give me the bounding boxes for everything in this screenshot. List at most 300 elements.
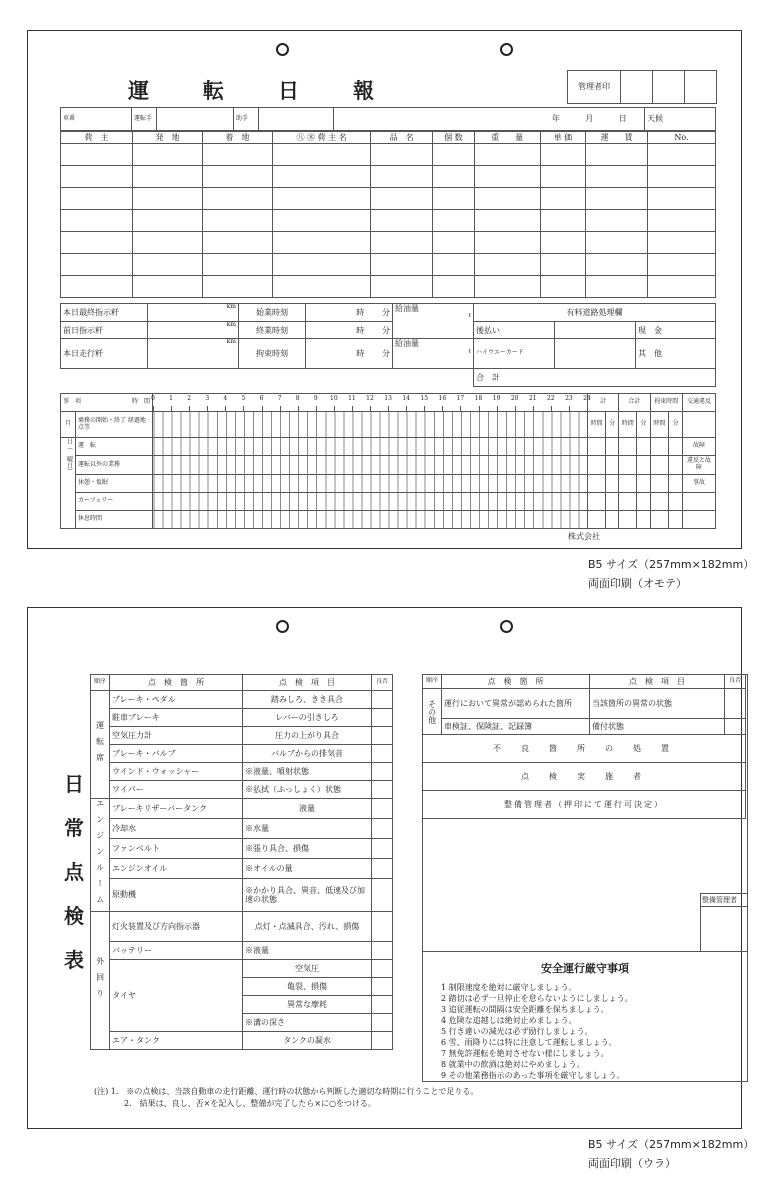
hour-tick [515, 406, 516, 411]
hour-tick-label: 19 [492, 394, 501, 402]
cargo-cell[interactable] [371, 276, 433, 298]
km-unit: km [148, 304, 239, 322]
hour-tick [280, 406, 281, 411]
timechart-sum-cell[interactable] [588, 474, 606, 492]
inspection-place: 原動機 [110, 878, 243, 911]
back-title-char: 日 [64, 772, 84, 796]
timechart-sum-cell[interactable] [637, 456, 650, 474]
inspection-item: ※液量、噴射状態 [243, 763, 372, 781]
timechart-sum-cell[interactable] [588, 510, 606, 528]
timechart-sum-cell[interactable] [588, 438, 606, 456]
cargo-cell[interactable] [61, 166, 133, 188]
inspection-place: エア・タンク [110, 1032, 243, 1050]
inspection-item: レバーの引きしろ [243, 709, 372, 727]
hour-tick [388, 406, 389, 411]
right-panel [422, 674, 748, 1082]
inspection-result[interactable] [372, 996, 393, 1014]
hour-tick [352, 406, 353, 411]
safety-item: 5 行き違いの減光は必ず励行しましょう。 [441, 1027, 593, 1036]
inspection-row [91, 878, 393, 911]
other-label: 其 他 [636, 339, 716, 369]
cargo-cell[interactable] [132, 210, 202, 232]
hour-tick-label: 5 [241, 394, 246, 402]
result-header: 良否 [725, 675, 746, 689]
cargo-cell[interactable] [648, 276, 716, 298]
vehicle-no-label: 車番 [61, 108, 132, 131]
cargo-cell[interactable] [648, 254, 716, 276]
inspection-place: 駐車ブレーキ [110, 709, 243, 727]
timechart-sum-cell[interactable] [606, 492, 619, 510]
hour-tick-label: 0 [151, 394, 155, 402]
other-result-1[interactable] [725, 689, 746, 719]
cargo-cell[interactable] [648, 144, 716, 166]
inspection-place: ブレーキ・ペダル [110, 691, 243, 709]
cargo-cell[interactable] [202, 210, 272, 232]
inspection-result[interactable] [372, 691, 393, 709]
hour-tick-label: 20 [510, 394, 519, 402]
other-result-2[interactable] [725, 719, 746, 735]
cargo-cell[interactable] [272, 276, 370, 298]
cargo-col-header: ㊇ ㊍ 荷 主 名 [272, 132, 370, 144]
inspection-row [91, 1032, 393, 1050]
cargo-cell[interactable] [371, 210, 433, 232]
manager-stamp-box [567, 70, 717, 104]
cargo-cell[interactable] [202, 254, 272, 276]
cargo-cell[interactable] [371, 144, 433, 166]
hour-tick [551, 406, 552, 411]
hour-tick-label: 21 [528, 394, 537, 402]
timechart-sum-cell[interactable]: 時間 [650, 412, 669, 438]
timechart-sum-cell[interactable] [650, 492, 669, 510]
hour-unit: 時 [356, 325, 365, 335]
timechart-row-label: 休憩・仮眠 [76, 474, 153, 492]
inspection-item: 圧力の上がり具合 [243, 727, 372, 745]
timechart-sum-cell[interactable] [619, 510, 637, 528]
back-sheet [27, 607, 742, 1129]
timechart-row [61, 510, 716, 528]
inspection-item: バルブからの排気音 [243, 745, 372, 763]
start-time-label: 始業時刻 [239, 304, 306, 322]
front-title: 運 転 日 報 [128, 78, 378, 103]
timechart-row [61, 492, 716, 510]
inspection-result[interactable] [372, 942, 393, 960]
violation-cell: 事故 [683, 474, 716, 492]
inspection-item: ※払拭（ふっしょく）状態 [243, 781, 372, 799]
safety-item: 9 その他業務指示のあった事項を厳守しましょう。 [441, 1071, 625, 1080]
timechart-sum-cell[interactable]: 時間 [588, 412, 606, 438]
inspection-row [91, 781, 393, 799]
maint-mgr-box [700, 893, 747, 952]
cargo-cell[interactable] [371, 188, 433, 210]
hour-tick-label: 15 [420, 394, 429, 402]
cargo-cell[interactable] [586, 166, 648, 188]
cargo-cell[interactable] [202, 232, 272, 254]
timechart-sum-cell[interactable] [606, 438, 619, 456]
punch-hole-left [276, 43, 289, 56]
cargo-cell[interactable] [61, 254, 133, 276]
timechart-grid[interactable] [153, 510, 588, 528]
cargo-cell[interactable] [433, 254, 475, 276]
hour-tick [153, 406, 154, 411]
hour-tick-label: 17 [456, 394, 465, 402]
timechart-sum-cell[interactable] [588, 456, 606, 474]
timechart-grid[interactable] [153, 492, 588, 510]
cargo-cell[interactable] [132, 254, 202, 276]
cargo-table [60, 131, 716, 298]
violation-cell [683, 412, 716, 438]
cargo-cell[interactable] [61, 144, 133, 166]
cargo-cell[interactable] [433, 232, 475, 254]
cargo-cell[interactable] [648, 210, 716, 232]
cargo-cell[interactable] [371, 232, 433, 254]
cargo-row [61, 144, 716, 166]
timechart-sum-cell[interactable] [669, 456, 683, 474]
assistant-label: 助手 [234, 108, 259, 131]
timechart-row-label: 休息時間 [76, 510, 153, 528]
cargo-cell[interactable] [202, 188, 272, 210]
end-time-label: 終業時刻 [239, 321, 306, 339]
fuel-label: 給油量 [395, 339, 419, 349]
timechart-sum-cell[interactable] [619, 474, 637, 492]
hour-tick-label: 22 [547, 394, 555, 402]
cargo-cell[interactable] [474, 144, 540, 166]
timechart-sum-cell[interactable] [606, 510, 619, 528]
cargo-cell[interactable] [272, 166, 370, 188]
cargo-cell[interactable] [586, 232, 648, 254]
violation-cell: 違反と故障 [683, 456, 716, 474]
inspection-header-cell: 順序 [91, 675, 110, 691]
inspection-result[interactable] [372, 709, 393, 727]
inspection-place: エンジンオイル [110, 858, 243, 878]
cargo-cell[interactable] [474, 276, 540, 298]
hour-tick [334, 406, 335, 411]
hour-tick-label: 3 [205, 394, 210, 402]
timechart-sum-cell[interactable] [637, 438, 650, 456]
inspection-item: ※水量 [243, 818, 372, 838]
cargo-cell[interactable] [61, 210, 133, 232]
inspection-result[interactable] [372, 912, 393, 942]
safety-item: 6 雪、雨降りには特に注意して運転しましょう。 [441, 1038, 617, 1047]
toll-total-label: 合 計 [474, 369, 716, 387]
inspection-result[interactable] [372, 763, 393, 781]
cargo-cell[interactable] [371, 254, 433, 276]
highway-card-label: ハイウエーカード [474, 339, 555, 369]
cargo-cell[interactable] [433, 188, 475, 210]
cargo-cell[interactable] [132, 188, 202, 210]
cargo-cell[interactable] [132, 166, 202, 188]
cargo-cell[interactable] [474, 188, 540, 210]
note-2: 2. 結果は、良し、否×を記入し、整備が完了したら×に○をつける。 [124, 1099, 377, 1108]
inspection-item: 亀裂、損傷 [243, 978, 372, 996]
cargo-cell[interactable] [272, 188, 370, 210]
inspection-row [91, 691, 393, 709]
cargo-cell[interactable] [202, 144, 272, 166]
note-1: (注) 1. ※の点検は、当該自動車の走行距離、運行時の状態から判断した適切な時期に行うことで足りる。 [94, 1087, 479, 1096]
cargo-cell[interactable] [433, 210, 475, 232]
timechart-sum-cell[interactable]: 分 [637, 412, 650, 438]
cargo-cell[interactable] [540, 188, 586, 210]
timechart-row [61, 438, 716, 456]
timechart-sum-cell[interactable] [650, 474, 669, 492]
defect-label: 不 良 箇 所 の 処 置 [423, 735, 746, 763]
safety-box [423, 951, 747, 1082]
timechart-sum-cell[interactable] [669, 474, 683, 492]
inspection-result[interactable] [372, 1014, 393, 1032]
hour-tick-label: 11 [348, 394, 356, 402]
timechart-row [61, 412, 716, 438]
timechart-row-label: カーフェリー [76, 492, 153, 510]
timechart-grid[interactable] [153, 456, 588, 474]
inspection-place: ブレーキリザーバータンク [110, 799, 243, 819]
cargo-cell[interactable] [272, 210, 370, 232]
hour-tick [316, 406, 317, 411]
timechart-sum-cell[interactable] [669, 438, 683, 456]
other-group-label: その他 [423, 689, 442, 735]
cargo-cell[interactable] [540, 254, 586, 276]
inspection-result[interactable] [372, 1032, 393, 1050]
timechart-sum-cell[interactable]: 時間 [619, 412, 637, 438]
inspection-result[interactable] [372, 818, 393, 838]
manager-stamp-label: 管理者印 [568, 71, 621, 104]
cargo-cell[interactable] [61, 188, 133, 210]
inspection-item: タンクの凝水 [243, 1032, 372, 1050]
distance-today-label: 本日走行粁 [61, 339, 148, 369]
inspection-row [91, 818, 393, 838]
year-label: 年 [551, 114, 560, 124]
cargo-cell[interactable] [433, 144, 475, 166]
cargo-cell[interactable] [132, 276, 202, 298]
inspection-result[interactable] [372, 781, 393, 799]
cargo-cell[interactable] [433, 276, 475, 298]
back-title [60, 768, 88, 988]
cargo-cell[interactable] [132, 144, 202, 166]
cargo-cell[interactable] [474, 210, 540, 232]
cargo-cell[interactable] [540, 144, 586, 166]
cargo-cell[interactable] [202, 276, 272, 298]
item-label: 事 項 [63, 398, 82, 406]
hour-tick-label: 4 [223, 394, 228, 402]
violation-1: 交通違反 [683, 394, 716, 412]
hour-tick [460, 406, 461, 411]
punch-hole-right [500, 43, 513, 56]
sum-label: 計 [588, 394, 619, 412]
cargo-cell[interactable] [648, 232, 716, 254]
km-unit: km [148, 321, 239, 339]
hour-tick-label: 7 [277, 394, 282, 402]
timechart-sum-cell[interactable] [619, 456, 637, 474]
timechart-sum-cell[interactable] [650, 456, 669, 474]
hour-tick [262, 406, 263, 411]
inspection-row [91, 709, 393, 727]
cargo-row [61, 276, 716, 298]
hour-tick [298, 406, 299, 411]
inspection-row [91, 960, 393, 978]
timechart-table [60, 393, 716, 529]
cargo-cell[interactable] [540, 166, 586, 188]
safety-item: 3 追従運転の間隔は安全距離を保ちましょう。 [441, 1005, 609, 1014]
timechart-row-label: 運 転 [76, 438, 153, 456]
inspection-item: 点灯・点滅具合、汚れ、損傷 [243, 912, 372, 942]
company-label: 株式会社 [568, 532, 600, 541]
inspection-result[interactable] [372, 978, 393, 996]
timechart-sum-cell[interactable] [669, 510, 683, 528]
hour-tick-label: 18 [474, 394, 483, 402]
inspector-label: 点 検 実 施 者 [423, 763, 746, 791]
cargo-cell[interactable] [371, 166, 433, 188]
inspection-result[interactable] [372, 799, 393, 819]
hour-tick-label: 1 [169, 394, 173, 402]
inspection-item: ※かかり具合、異音、低速及び加速の状態 [243, 878, 372, 911]
inspection-result[interactable] [372, 960, 393, 978]
hour-tick [497, 406, 498, 411]
hour-tick-label: 8 [295, 394, 300, 402]
punch-hole-right [500, 620, 513, 633]
liter-unit: ℓ [468, 347, 471, 355]
cargo-cell[interactable] [586, 188, 648, 210]
toll-title: 有料道路処理欄 [474, 304, 716, 322]
timechart-row [61, 474, 716, 492]
timechart-sum-cell[interactable] [588, 492, 606, 510]
inspection-result[interactable] [372, 858, 393, 878]
timechart-grid[interactable] [153, 412, 588, 438]
cargo-cell[interactable] [474, 166, 540, 188]
cargo-cell[interactable] [272, 254, 370, 276]
inspection-place: ウインド・ウォッシャー [110, 763, 243, 781]
timechart-sum-cell[interactable] [606, 474, 619, 492]
cargo-cell[interactable] [202, 166, 272, 188]
item-header: 点 検 項 目 [590, 675, 725, 689]
bind-hours-label: 拘束時間 [650, 394, 683, 412]
back-title-char: 常 [64, 816, 84, 840]
cargo-cell[interactable] [540, 232, 586, 254]
inspection-place: バッテリー [110, 942, 243, 960]
hour-unit: 時 [356, 307, 365, 317]
cargo-cell[interactable] [648, 166, 716, 188]
safety-item: 2 踏切は必ず一旦停止を怠らないようにしましょう。 [441, 994, 633, 1003]
timechart-sum-cell[interactable] [669, 492, 683, 510]
other-place-2: 車検証、保険証、記録簿 [442, 719, 590, 735]
hour-tick [370, 406, 371, 411]
inspection-result[interactable] [372, 878, 393, 911]
timechart-sum-cell[interactable] [619, 438, 637, 456]
maint-mgr-label: 整備管理者 [701, 894, 747, 907]
day-label: 日（ 曜日） [61, 438, 76, 529]
inspection-item: 異常な摩耗 [243, 996, 372, 1014]
punch-hole-left [276, 620, 289, 633]
inspection-place: 灯火装置及び方向指示器 [110, 912, 243, 942]
hour-unit: 時 [356, 349, 365, 359]
cargo-cell[interactable] [540, 276, 586, 298]
other-place-1: 運行において異常が認められた箇所 [442, 689, 590, 719]
inspection-group-label: 運転席 [91, 691, 110, 799]
hour-tick-label: 14 [402, 394, 410, 402]
hour-tick [479, 406, 480, 411]
fuel-label: 給油量 [395, 304, 419, 313]
cargo-col-header: 着 地 [202, 132, 272, 144]
month-label: 月 [61, 412, 76, 438]
inspection-row [91, 942, 393, 960]
weather-label: 天候 [645, 108, 716, 131]
cargo-cell[interactable] [61, 232, 133, 254]
maintenance-label: 整備管理者（押印にて運行可決定） [423, 791, 746, 819]
hour-tick-label: 23 [565, 394, 573, 402]
cargo-cell[interactable] [433, 166, 475, 188]
driver-label: 運転手 [132, 108, 157, 131]
inspection-row [91, 799, 393, 819]
back-print-caption: 両面印刷（ウラ） [588, 1157, 676, 1170]
inspection-item: 空気圧 [243, 960, 372, 978]
timechart-sum-cell[interactable] [650, 510, 669, 528]
inspection-header-cell: 点 検 項 目 [243, 675, 372, 691]
safety-item: 4 危険な追越しは絶対止めましょう。 [441, 1016, 577, 1025]
cargo-col-header: 発 地 [132, 132, 202, 144]
hour-tick [442, 406, 443, 411]
cargo-cell[interactable] [540, 210, 586, 232]
cargo-cell[interactable] [272, 232, 370, 254]
timechart-row-label: 乗務の開始・終了 経過地点等 [76, 412, 153, 438]
hour-tick [587, 406, 588, 411]
inspection-header-cell: 良否 [372, 675, 393, 691]
timechart-sum-cell[interactable] [637, 510, 650, 528]
inspection-item: ※オイルの量 [243, 858, 372, 878]
hour-tick-label: 2 [187, 394, 192, 402]
timechart-sum-cell[interactable] [619, 492, 637, 510]
inspection-result[interactable] [372, 838, 393, 858]
violation-cell [683, 510, 716, 528]
cargo-cell[interactable] [132, 232, 202, 254]
cargo-cell[interactable] [586, 144, 648, 166]
inspection-place: タイヤ [110, 960, 243, 1032]
final-today-label: 本日最終指示粁 [61, 304, 148, 322]
other-item-1: 当該箇所の異常の状態 [590, 689, 725, 719]
cargo-cell[interactable] [648, 188, 716, 210]
cargo-cell[interactable] [474, 254, 540, 276]
timechart-sum-cell[interactable] [650, 438, 669, 456]
timechart-grid[interactable] [153, 474, 588, 492]
time-label: 時 間 [131, 398, 150, 406]
front-print-caption: 両面印刷（オモテ） [588, 577, 687, 590]
cargo-col-header: 運 賃 [586, 132, 648, 144]
cargo-cell[interactable] [474, 232, 540, 254]
inspection-item: 液量 [243, 799, 372, 819]
timechart-sum-cell[interactable] [637, 474, 650, 492]
timechart-sum-cell[interactable] [606, 456, 619, 474]
cargo-cell[interactable] [586, 254, 648, 276]
inspection-group-label: エンジンルーム [91, 799, 110, 912]
inspection-result[interactable] [372, 727, 393, 745]
inspection-row [91, 858, 393, 878]
inspection-row [91, 727, 393, 745]
cargo-cell[interactable] [586, 210, 648, 232]
hour-tick [424, 406, 425, 411]
cargo-cell[interactable] [61, 276, 133, 298]
other-table [422, 674, 746, 819]
hour-tick [569, 406, 570, 411]
cargo-row [61, 188, 716, 210]
timechart-grid[interactable] [153, 438, 588, 456]
cargo-cell[interactable] [272, 144, 370, 166]
timechart-sum-cell[interactable]: 分 [606, 412, 619, 438]
back-title-char: 表 [64, 948, 84, 972]
back-size-caption: B5 サイズ（257mm×182mm） [588, 1138, 755, 1151]
hour-tick [207, 406, 208, 411]
inspection-result[interactable] [372, 745, 393, 763]
liter-unit: ℓ [468, 312, 471, 320]
inspection-place: ワイパー [110, 781, 243, 799]
cargo-cell[interactable] [586, 276, 648, 298]
timechart-sum-cell[interactable] [637, 492, 650, 510]
timechart-sum-cell[interactable]: 分 [669, 412, 683, 438]
